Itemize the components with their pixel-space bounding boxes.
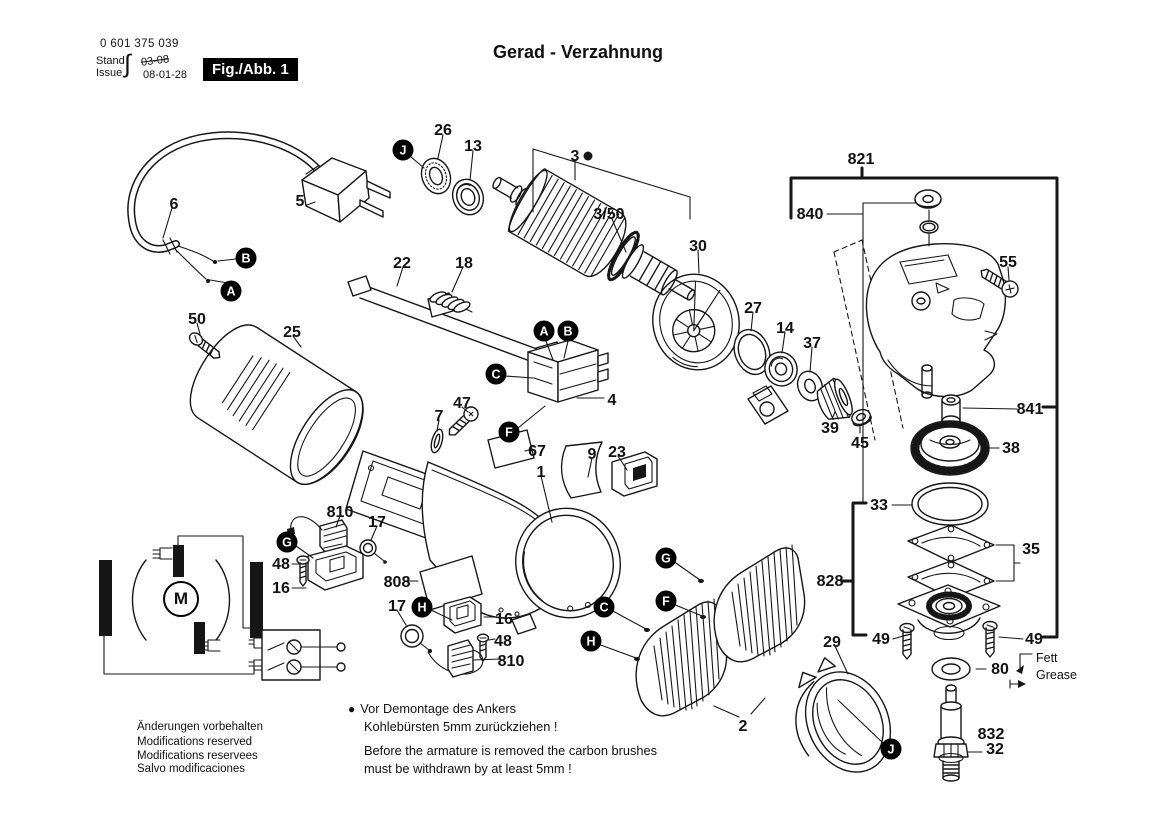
switch-block bbox=[528, 340, 608, 402]
spindle bbox=[934, 685, 968, 781]
callout-9: 9 bbox=[587, 446, 597, 463]
ball-bearing bbox=[448, 175, 489, 219]
callout-67: 67 bbox=[528, 443, 546, 460]
callout-3-50: 3/50 bbox=[593, 206, 625, 223]
field-coil-right bbox=[714, 545, 804, 662]
washer-80 bbox=[932, 658, 970, 680]
spring-clip-7 bbox=[429, 428, 445, 454]
callout-48-bottom: 48 bbox=[494, 633, 512, 650]
callout-4: 4 bbox=[607, 392, 617, 409]
callout-37: 37 bbox=[803, 335, 821, 352]
motor-symbol: M bbox=[163, 581, 199, 617]
callout-17-top: 17 bbox=[368, 514, 386, 531]
callout-33: 33 bbox=[870, 497, 888, 514]
letter-callout-B: B bbox=[236, 248, 257, 269]
callout-18: 18 bbox=[455, 255, 473, 272]
callout-50: 50 bbox=[188, 311, 206, 328]
notice-fr: Modifications reservees bbox=[137, 749, 258, 762]
grease-pointers bbox=[1010, 654, 1032, 688]
letter-callout-F2: F bbox=[656, 591, 677, 612]
notice-en: Modifications reserved bbox=[137, 735, 253, 748]
callout-14: 14 bbox=[776, 320, 794, 337]
letter-callout-G2: G bbox=[656, 548, 677, 569]
letter-callout-C: C bbox=[486, 364, 507, 385]
o-ring-33 bbox=[912, 483, 988, 525]
wheel-guard bbox=[773, 643, 907, 790]
callout-5: 5 bbox=[295, 193, 305, 210]
callout-32: 32 bbox=[986, 741, 1004, 758]
callout-49-left: 49 bbox=[872, 631, 890, 648]
callout-1: 1 bbox=[536, 464, 546, 481]
letter-callout-G: G bbox=[277, 532, 298, 553]
note-en-1: Before the armature is removed the carbon brushes bbox=[364, 743, 658, 758]
note-de-1: Vor Demontage des Ankers bbox=[360, 701, 517, 716]
superseded-date: 03-08 bbox=[140, 53, 170, 69]
notice-de: Änderungen vorbehalten bbox=[137, 721, 263, 733]
letter-callout-B2: B bbox=[558, 321, 579, 342]
callout-35: 35 bbox=[1022, 541, 1040, 558]
callout-45: 45 bbox=[851, 435, 869, 452]
callout-23: 23 bbox=[608, 444, 626, 461]
bearing-flange bbox=[898, 585, 1000, 640]
grease-de: Fett bbox=[1036, 651, 1058, 665]
letter-callout-A2: A bbox=[534, 321, 555, 342]
bearing-block bbox=[748, 386, 788, 424]
figure-label: Fig./Abb. 1 bbox=[203, 58, 298, 81]
callout-26: 26 bbox=[434, 122, 452, 139]
callout-30: 30 bbox=[689, 238, 707, 255]
callout-13: 13 bbox=[464, 138, 482, 155]
callout-6: 6 bbox=[169, 196, 179, 213]
callout-3: 3 bbox=[570, 148, 580, 165]
gear-housing bbox=[866, 244, 1005, 397]
callout-29: 29 bbox=[823, 634, 841, 651]
flange-screw-left bbox=[900, 624, 914, 660]
callout-25: 25 bbox=[283, 324, 301, 341]
callout-810-top: 810 bbox=[326, 504, 354, 521]
rear-cover bbox=[176, 313, 377, 496]
callout-7: 7 bbox=[434, 408, 444, 425]
issue-date: 08-01-28 bbox=[143, 69, 188, 81]
flange-screw-right bbox=[983, 622, 997, 658]
fan-baffle bbox=[644, 266, 748, 378]
modification-notice bbox=[137, 721, 263, 777]
callout-22: 22 bbox=[393, 255, 411, 272]
warning-note bbox=[348, 702, 657, 780]
issue-label: Issue bbox=[96, 67, 123, 79]
brace-mark: ∫ bbox=[124, 50, 131, 78]
brush-screw-bottom bbox=[478, 634, 489, 661]
grease-label bbox=[1036, 650, 1077, 684]
part-3-dot bbox=[584, 152, 593, 161]
order-number: 0 601 375 039 bbox=[100, 38, 179, 50]
notice-es: Salvo modificaciones bbox=[137, 763, 246, 776]
field-coil-left bbox=[636, 599, 726, 716]
power-plug bbox=[302, 158, 390, 222]
crown-gear bbox=[911, 421, 989, 475]
callout-840: 840 bbox=[796, 206, 824, 223]
stand-label: Stand bbox=[96, 55, 125, 67]
callout-16-bottom: 16 bbox=[495, 611, 513, 628]
letter-callout-J: J bbox=[393, 140, 414, 161]
note-bullet: ● bbox=[348, 702, 356, 716]
knob-cap bbox=[915, 190, 941, 233]
callout-17-bottom: 17 bbox=[388, 598, 406, 615]
callout-841: 841 bbox=[1016, 401, 1044, 418]
callout-80: 80 bbox=[991, 661, 1009, 678]
letter-callout-A: A bbox=[221, 281, 242, 302]
page-title: Gerad - Verzahnung bbox=[492, 42, 664, 62]
callout-828: 828 bbox=[816, 573, 844, 590]
letter-callout-J2: J bbox=[881, 739, 902, 760]
letter-callout-F: F bbox=[499, 422, 520, 443]
spindle-nut bbox=[850, 407, 873, 428]
note-de-2: Kohlebürsten 5mm zurückziehen ! bbox=[364, 719, 558, 734]
letter-callout-C2: C bbox=[594, 597, 615, 618]
callout-47: 47 bbox=[453, 395, 471, 412]
callout-48-top: 48 bbox=[272, 556, 290, 573]
note-en-2: must be withdrawn by at least 5mm ! bbox=[364, 761, 572, 776]
callout-821: 821 bbox=[847, 151, 875, 168]
felt-ring bbox=[417, 154, 456, 197]
callout-27: 27 bbox=[744, 300, 762, 317]
brush-screw-top bbox=[297, 556, 309, 586]
callout-832: 832 bbox=[977, 726, 1005, 743]
callout-49-right: 49 bbox=[1025, 631, 1043, 648]
callout-39: 39 bbox=[821, 420, 839, 437]
letter-callout-H2: H bbox=[581, 631, 602, 652]
letter-callout-H: H bbox=[412, 597, 433, 618]
callout-2: 2 bbox=[738, 718, 748, 735]
callout-16-top: 16 bbox=[272, 580, 290, 597]
callout-38: 38 bbox=[1002, 440, 1020, 457]
callout-808: 808 bbox=[383, 574, 411, 591]
callout-810-bottom: 810 bbox=[497, 653, 525, 670]
grease-en: Grease bbox=[1036, 668, 1077, 682]
callout-55: 55 bbox=[999, 254, 1017, 271]
